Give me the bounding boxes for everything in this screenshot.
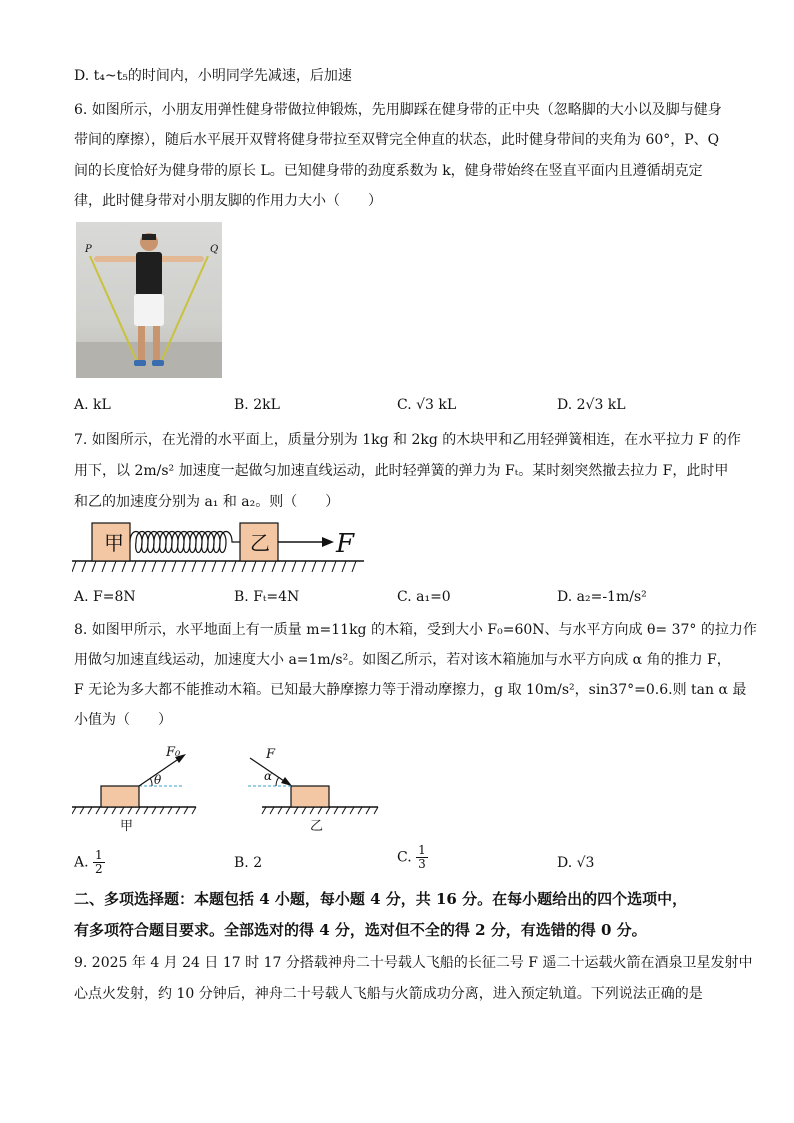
q9-line-1: 9. 2025 年 4 月 24 日 17 时 17 分搭载神舟二十号载人飞船的长征二号 F 遥二十运载火箭在酒泉卫星发射中	[74, 955, 753, 971]
q9-line-2: 心点火发射，约 10 分钟后，神舟二十号载人飞船与火箭成功分离，进入预定轨道。下列说法正确的是	[74, 986, 703, 1002]
q7-option-b: B. Fₜ=4N	[234, 589, 300, 605]
q8-line-2: 用做匀加速直线运动，加速度大小 a=1m/s²。如图乙所示，若对该木箱施加与水平方向成 α 角的推力 F，	[74, 652, 731, 668]
q8-line-4: 小值为（ ）	[74, 712, 172, 728]
section2-line-1: 二、多项选择题：本题包括 4 小题，每小题 4 分，共 16 分。在每小题给出的四个选项中，	[74, 890, 688, 908]
q6-line-1: 6. 如图所示，小朋友用弹性健身带做拉伸锻炼，先用脚踩在健身带的正中央（忽略脚的大小以及脚与健身	[74, 102, 722, 118]
q8-line-3: F 无论为多大都不能推动木箱。已知最大静摩擦力等于滑动摩擦力，g 取 10m/s²，sin37°=0.6.则 tan α 最	[74, 682, 747, 698]
point-q-label: Q	[210, 244, 219, 255]
q7-line-3: 和乙的加速度分别为 a₁ 和 a₂。则（ ）	[74, 494, 340, 510]
spring	[130, 532, 240, 553]
q6-option-d: D. 2√3 kL	[557, 397, 626, 413]
q8-option-c: C. $\frac{1}{3}$	[397, 843, 426, 871]
q5-option-d: D. t₄~t₅的时间内，小明同学先减速，后加速	[74, 68, 352, 84]
alpha-label: α	[264, 769, 273, 783]
force-f-label: F	[336, 529, 355, 559]
q7-line-1: 7. 如图所示，在光滑的水平面上，质量分别为 1kg 和 2kg 的木块甲和乙用轻弹簧相连，在水平拉力 F 的作	[74, 432, 741, 448]
q6-option-a: A. kL	[74, 397, 111, 413]
q8-option-a: A. $\frac{1}{2}$	[74, 848, 103, 876]
section2-line-2: 有多项符合题目要求。全部选对的得 4 分，选对但不全的得 2 分，有选错的得 0 分。	[74, 921, 647, 939]
block-jia-label: 甲	[104, 531, 124, 555]
q8-option-d: D. √3	[557, 855, 595, 871]
theta-label: θ	[154, 773, 162, 787]
q7-spring-figure	[72, 518, 372, 578]
caption-jia: 甲	[120, 819, 134, 834]
q7-option-a: A. F=8N	[74, 589, 136, 605]
q6-option-b: B. 2kL	[234, 397, 280, 413]
q8-figure-yi	[244, 740, 384, 836]
f0-label: F₀	[166, 745, 181, 760]
point-p-label: P	[85, 244, 92, 255]
q6-line-3: 间的长度恰好为健身带的原长 L。已知健身带的劲度系数为 k，健身带始终在竖直平面内且遵循胡克定	[74, 163, 703, 179]
q8-figure-jia	[72, 740, 202, 836]
f-arrow-icon	[281, 777, 292, 786]
q6-option-c: C. √3 kL	[397, 397, 457, 413]
f-label: F	[266, 747, 276, 762]
q7-option-c: C. a₁=0	[397, 589, 451, 605]
block-yi-label: 乙	[250, 531, 270, 555]
q7-line-2: 用下，以 2m/s² 加速度一起做匀加速直线运动，此时轻弹簧的弹力为 Fₜ。某时刻突然撤去拉力 F，此时甲	[74, 463, 729, 479]
q8-line-1: 8. 如图甲所示，水平地面上有一质量 m=11kg 的木箱，受到大小 F₀=60N、与水平方向成 θ= 37° 的拉力作	[74, 622, 757, 638]
force-arrow-icon	[322, 537, 334, 547]
q6-line-2: 带间的摩擦），随后水平展开双臂将健身带拉至双臂完全伸直的状态，此时健身带间的夹角为 60°，P、Q	[74, 132, 720, 148]
q6-line-4: 律，此时健身带对小朋友脚的作用力大小（ ）	[74, 193, 382, 209]
caption-yi: 乙	[310, 819, 324, 834]
q8-option-b: B. 2	[234, 855, 263, 871]
q6-photo	[76, 222, 222, 378]
q6-person-illustration	[76, 222, 222, 378]
q7-option-d: D. a₂=-1m/s²	[557, 589, 647, 605]
